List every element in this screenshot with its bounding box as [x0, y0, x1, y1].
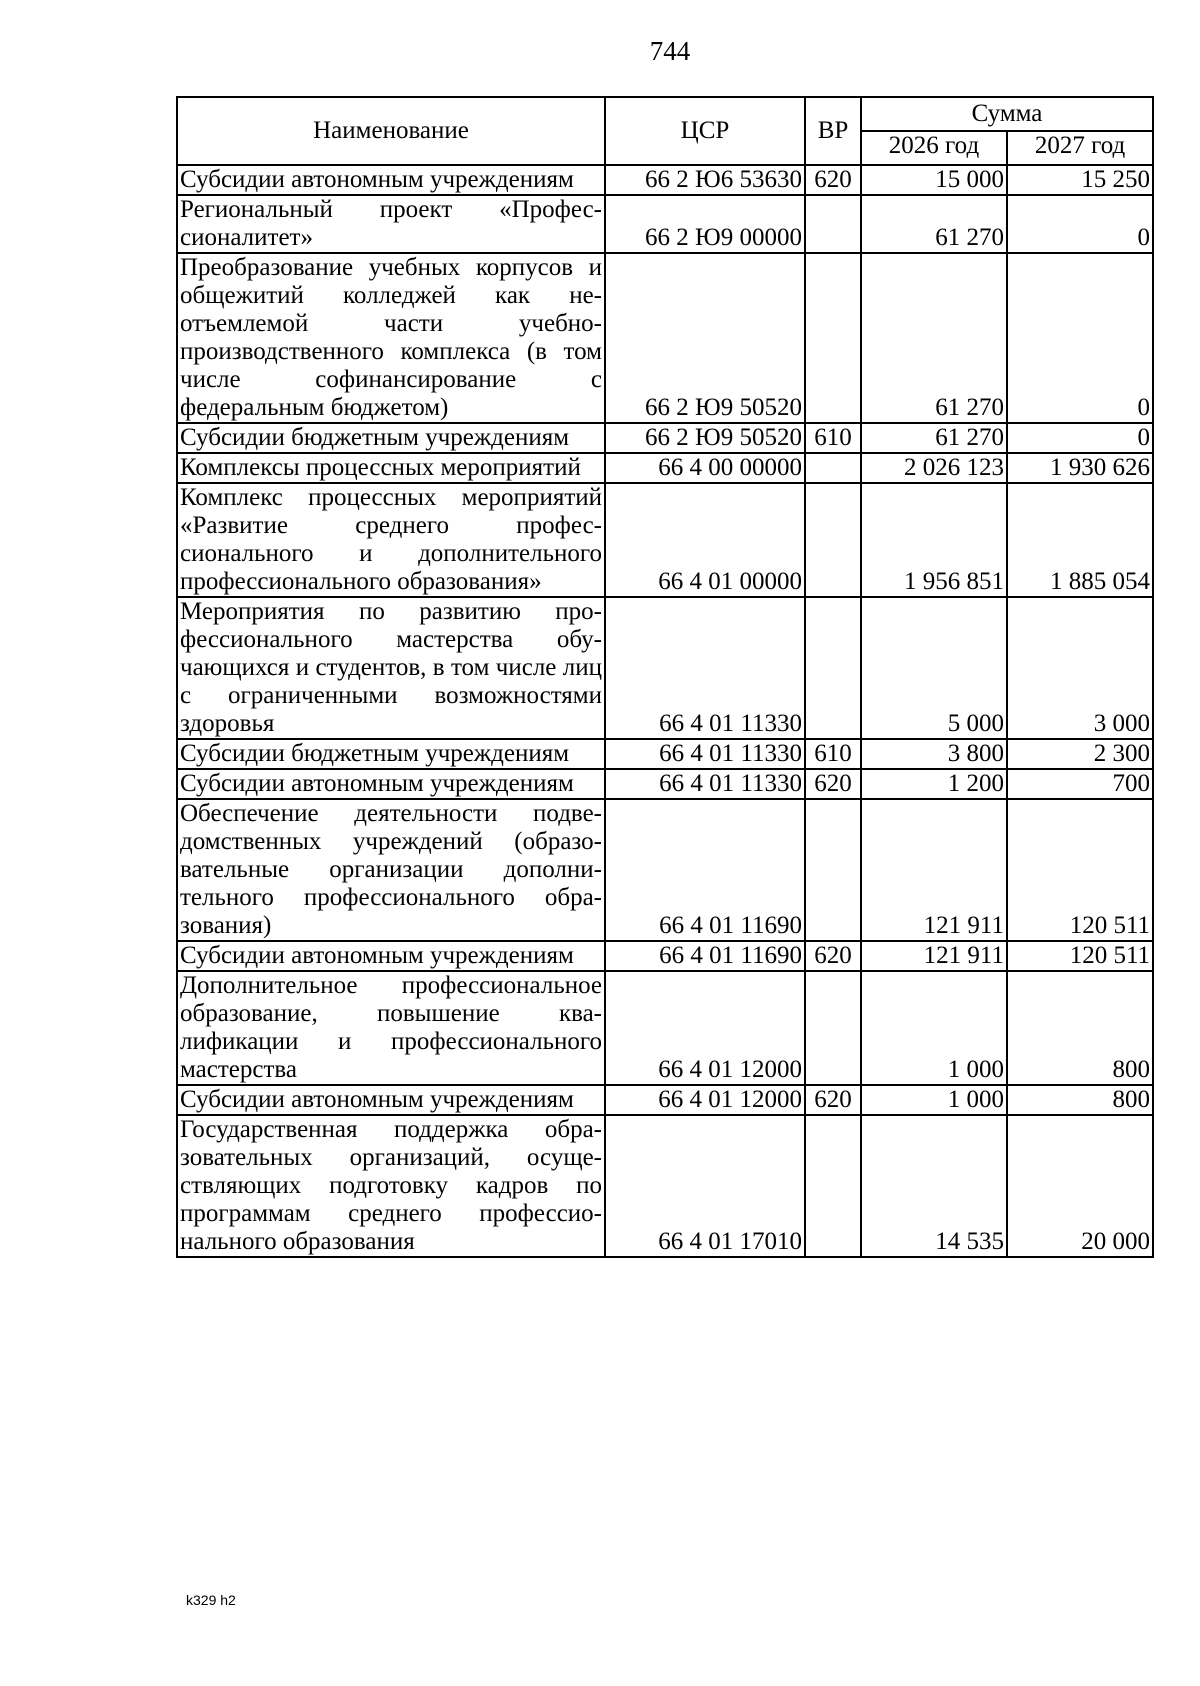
row-name: Региональный проект «Профессионалитет» [177, 195, 605, 253]
table-row [177, 769, 1153, 799]
row-sum-2027: 0 [1007, 253, 1153, 423]
row-vr: 620 [805, 1085, 861, 1115]
row-sum-2026: 3 800 [861, 739, 1007, 769]
row-sum-2027: 800 [1007, 1085, 1153, 1115]
header-row [177, 97, 1153, 131]
row-csr: 66 2 Ю9 50520 [605, 423, 805, 453]
row-vr [805, 195, 861, 253]
row-sum-2026: 2 026 123 [861, 453, 1007, 483]
row-name: Субсидии автономным учреждениям [177, 941, 605, 971]
row-sum-2027: 2 300 [1007, 739, 1153, 769]
table-row [177, 597, 1153, 739]
row-vr [805, 799, 861, 941]
row-csr: 66 4 01 00000 [605, 483, 805, 597]
row-vr: 620 [805, 165, 861, 195]
row-name: Обеспечение деятельности подведомственных учреждений (образовательные организации дополнительного профессионального образования) [177, 799, 605, 941]
row-sum-2026: 1 200 [861, 769, 1007, 799]
row-name: Мероприятия по развитию профессионального мастерства обучающихся и студентов, в том числе лиц с ограниченными возможностями здоровья [177, 597, 605, 739]
row-sum-2027: 120 511 [1007, 799, 1153, 941]
row-name: Субсидии автономным учреждениям [177, 165, 605, 195]
header-name: Наименование [177, 97, 605, 165]
row-csr: 66 2 Ю6 53630 [605, 165, 805, 195]
row-vr: 610 [805, 423, 861, 453]
row-sum-2026: 121 911 [861, 941, 1007, 971]
row-csr: 66 4 01 12000 [605, 971, 805, 1085]
table-row [177, 1115, 1153, 1257]
row-sum-2027: 800 [1007, 971, 1153, 1085]
row-csr: 66 4 01 11690 [605, 941, 805, 971]
row-name: Государственная поддержка образовательных организаций, осуществляющих подготовку кадров по программам среднего профессионального образования [177, 1115, 605, 1257]
row-sum-2026: 61 270 [861, 423, 1007, 453]
row-sum-2026: 14 535 [861, 1115, 1007, 1257]
row-csr: 66 2 Ю9 00000 [605, 195, 805, 253]
row-csr: 66 4 01 11330 [605, 739, 805, 769]
row-vr [805, 253, 861, 423]
row-vr: 620 [805, 941, 861, 971]
table-row [177, 423, 1153, 453]
row-vr: 620 [805, 769, 861, 799]
row-sum-2027: 0 [1007, 423, 1153, 453]
row-sum-2026: 1 000 [861, 971, 1007, 1085]
row-csr: 66 4 01 11330 [605, 597, 805, 739]
table-row [177, 1085, 1153, 1115]
row-name: Субсидии автономным учреждениям [177, 1085, 605, 1115]
row-sum-2027: 15 250 [1007, 165, 1153, 195]
row-name: Дополнительное профессиональное образование, повышение квалификации и профессионального мастерства [177, 971, 605, 1085]
row-csr: 66 4 00 00000 [605, 453, 805, 483]
row-vr [805, 597, 861, 739]
row-vr [805, 971, 861, 1085]
footer-code: k329 h2 [186, 1592, 236, 1608]
row-sum-2027: 20 000 [1007, 1115, 1153, 1257]
row-sum-2026: 15 000 [861, 165, 1007, 195]
row-name: Преобразование учебных корпусов и общежитий колледжей как неотъемлемой части учебно-производственного комплекса (в том числе софинансирование с федеральным бюджетом) [177, 253, 605, 423]
row-sum-2027: 1 930 626 [1007, 453, 1153, 483]
table-body [177, 165, 1153, 1257]
row-sum-2026: 1 956 851 [861, 483, 1007, 597]
budget-table [176, 96, 1154, 1258]
table-row [177, 483, 1153, 597]
table-row [177, 253, 1153, 423]
row-csr: 66 4 01 11690 [605, 799, 805, 941]
header-csr: ЦСР [605, 97, 805, 165]
header-vr: ВР [805, 97, 861, 165]
header-year-2027: 2027 год [1007, 131, 1153, 165]
row-csr: 66 2 Ю9 50520 [605, 253, 805, 423]
row-vr [805, 1115, 861, 1257]
row-name: Комплексы процессных мероприятий [177, 453, 605, 483]
row-csr: 66 4 01 12000 [605, 1085, 805, 1115]
row-sum-2026: 5 000 [861, 597, 1007, 739]
row-csr: 66 4 01 17010 [605, 1115, 805, 1257]
row-name: Комплекс процессных мероприятий «Развитие среднего профессионального и дополнительного профессионального образования» [177, 483, 605, 597]
row-name: Субсидии бюджетным учреждениям [177, 423, 605, 453]
row-sum-2026: 121 911 [861, 799, 1007, 941]
page-number: 744 [649, 36, 691, 66]
table-row [177, 165, 1153, 195]
header-sum: Сумма [861, 97, 1153, 131]
row-vr [805, 453, 861, 483]
row-sum-2027: 0 [1007, 195, 1153, 253]
row-vr: 610 [805, 739, 861, 769]
table-row [177, 453, 1153, 483]
row-sum-2027: 120 511 [1007, 941, 1153, 971]
row-sum-2026: 1 000 [861, 1085, 1007, 1115]
row-csr: 66 4 01 11330 [605, 769, 805, 799]
table-row [177, 799, 1153, 941]
row-sum-2026: 61 270 [861, 195, 1007, 253]
table-row [177, 971, 1153, 1085]
table-row [177, 941, 1153, 971]
row-sum-2026: 61 270 [861, 253, 1007, 423]
row-sum-2027: 700 [1007, 769, 1153, 799]
row-name: Субсидии автономным учреждениям [177, 769, 605, 799]
row-sum-2027: 3 000 [1007, 597, 1153, 739]
row-sum-2027: 1 885 054 [1007, 483, 1153, 597]
table-row [177, 739, 1153, 769]
row-vr [805, 483, 861, 597]
row-name: Субсидии бюджетным учреждениям [177, 739, 605, 769]
table-row [177, 195, 1153, 253]
header-year-2026: 2026 год [861, 131, 1007, 165]
